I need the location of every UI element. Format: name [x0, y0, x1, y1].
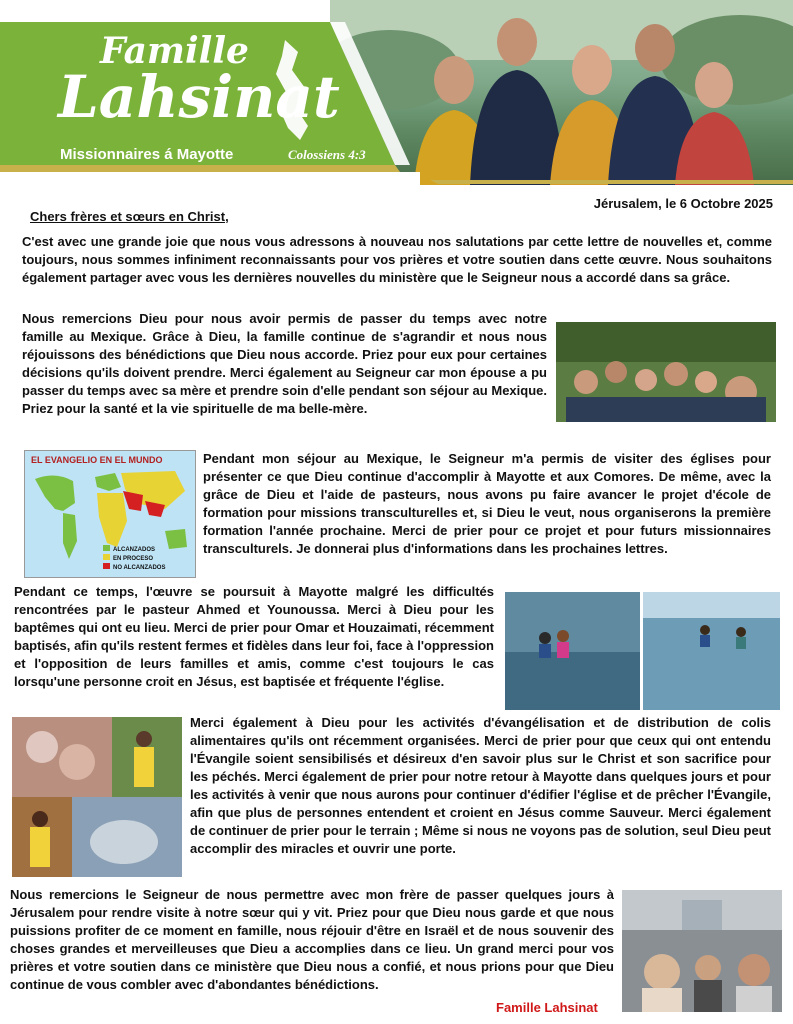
letter-date: Jérusalem, le 6 Octobre 2025 — [593, 196, 773, 211]
paragraph-intro: C'est avec une grande joie que nous vous adressons à nouveau nos salutations par cette lettre de nouvelles et, comme toujours, nous sommes infiniment reconnaissants pour vos prières et votre soutien dans cette œuvre. Nous souhaitons également partager avec vous les dernières nouvelles du ministère que le Seigneur nous a accordé dans sa grâce. — [22, 234, 772, 285]
legend-item-in-process: EN PROCESO — [103, 554, 165, 563]
header-title-line1: Famille — [100, 30, 249, 72]
mexico-family-photo — [556, 322, 776, 422]
map-legend — [103, 545, 165, 572]
paragraph-churches: Pendant mon séjour au Mexique, le Seigneur m'a permis de visiter des églises pour présenter ce que Dieu continue d'accomplir à Mayotte et aux Comores. De même, avec la grâce de Dieu et l'aide de pasteurs, nous avons pu faire avancer le projet d'école de formation pour missions transculturelles et, si Dieu le veut, nous organiserons la première formation l'année prochaine. Merci de prier pour ce projet et pour futurs missionnaires transculturels. Je donnerai plus d'informations dans les prochaines lettres. — [203, 451, 771, 556]
world-map-figure — [24, 450, 196, 578]
header-banner — [0, 0, 793, 190]
header-gold-line — [430, 180, 793, 192]
baptism-photo-2 — [643, 592, 780, 710]
paragraph-mexico: Nous remercions Dieu pour nous avoir permis de passer du temps avec notre famille au Mexique. Grâce à Dieu, la famille continue de s'agrandir et nous nous réjouissons des bénédictions que Dieu nous accorde. Priez pour eux pour certaines décisions qu'ils doivent prendre. Merci également au Seigneur car mon épouse a pu passer du temps avec sa mère et prendre soin d'elle pendant son séjour au Mexique. Priez pour la santé et la vie spirituelle de ma belle-mère. — [22, 311, 547, 416]
map-title: EL EVANGELIO EN EL MUNDO — [31, 455, 163, 465]
jerusalem-photo — [622, 890, 782, 1012]
header-verse: Colossiens 4:3 — [288, 147, 366, 162]
legend-item-reached: ALCANZADOS — [103, 545, 165, 554]
header-subtitle: Missionnaires á Mayotte — [60, 146, 234, 163]
paragraph-evangelism: Merci également à Dieu pour les activités d'évangélisation et de distribution de colis alimentaires qu'ils ont récemment organisées. Merci de prier pour que ceux qui ont entendu l'Évangile soient sensibilisés et désireux d'en savoir plus sur le Christ et son sacrifice pour les péchés. Merci également de prier pour notre retour à Mayotte dans quelques jours et pour les activités à venir que nous aurons pour continuer d'édifier l'église et de prêcher l'Évangile, afin que plus de personnes entendent et croient en Jésus comme Sauveur. Merci également de continuer de prier pour le terrain ; Même si nous ne voyons pas de solution, seul Dieu peut accomplir des miracles et ouvrir une porte. — [190, 715, 771, 856]
paragraph-mayotte: Pendant ce temps, l'œuvre se poursuit à Mayotte malgré les difficultés rencontrées par le pasteur Ahmed et Younoussa. Merci à Dieu pour les baptêmes qui ont eu lieu. Merci de prier pour Omar et Houzaimati, récemment baptisés, afin qu'ils restent fermes et fidèles dans leur foi, face à l'oppression et l'opposition de leurs familles et amis, comme c'est toujours le cas lorsqu'une personne croit en Jésus, est baptisée et fréquente l'église. — [14, 584, 494, 689]
paragraph-jerusalem: Nous remercions le Seigneur de nous permettre avec mon frère de passer quelques jours à Jérusalem pour rendre visite à notre sœur qui y vit. Priez pour que Dieu nous garde et que nous puissions profiter de ce moment en famille, nous réjouir d'être en Israël et de nous souvenir des choses grandes et merveilleuses que Dieu a accomplies dans ce lieu. Un grand merci pour vos prières et votre soutien dans ce ministère que Dieu nous a confié, et nous prions pour que Dieu continue de vous combler avec d'abondantes bénédictions. — [10, 887, 614, 992]
evangelism-collage — [12, 717, 182, 877]
legend-item-not-reached: NO ALCANZADOS — [103, 563, 165, 572]
signature: Famille Lahsinat — [496, 1000, 598, 1015]
letter-greeting: Chers frères et sœurs en Christ, — [30, 209, 229, 224]
header-title-line2: Lahsinat — [58, 63, 340, 131]
baptism-photo-1 — [505, 592, 640, 710]
